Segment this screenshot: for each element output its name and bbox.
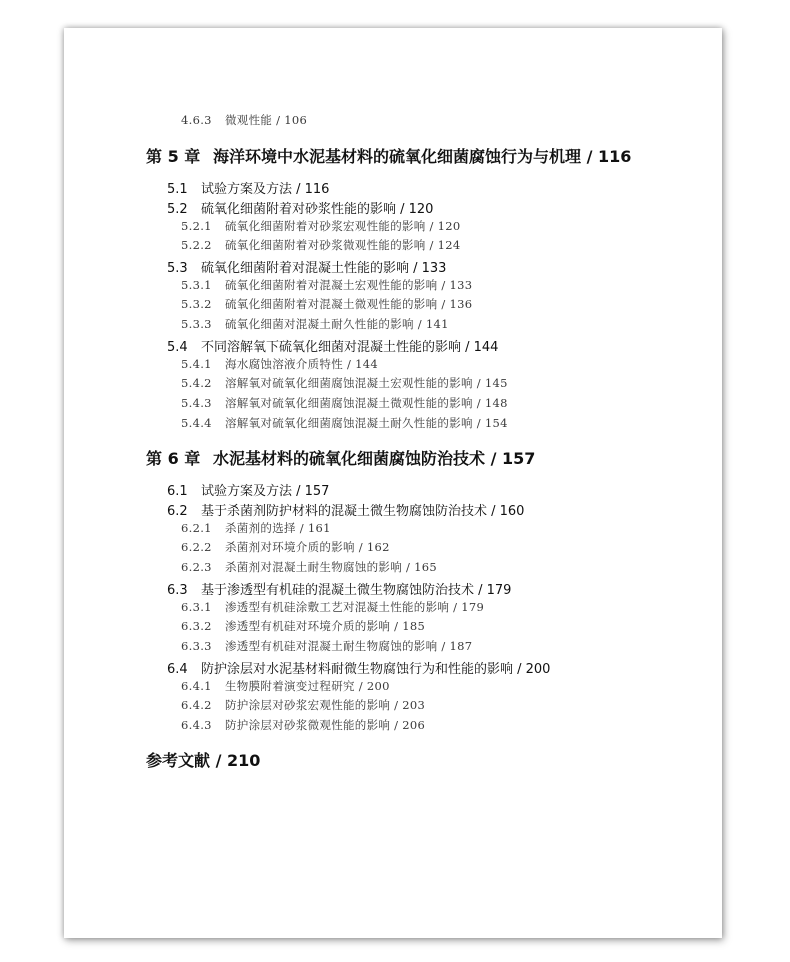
toc-entry-title: 杀菌剂对混凝土耐生物腐蚀的影响 / 165 [225, 560, 437, 574]
toc-entry-number: 6.4.1 [181, 679, 212, 693]
table-of-contents [64, 28, 722, 938]
toc-entry-number: 5.3 [167, 261, 188, 276]
toc-subsection-entry [181, 356, 378, 372]
toc-subsection-entry [181, 697, 425, 713]
toc-entry-number: 5.1 [167, 182, 188, 197]
toc-subsection-entry [181, 599, 484, 615]
toc-entry-number: 6.1 [167, 484, 188, 499]
toc-entry-title: 基于渗透型有机硅的混凝土微生物腐蚀防治技术 / 179 [201, 583, 512, 598]
toc-entry-title: 杀菌剂对环境介质的影响 / 162 [225, 540, 390, 554]
toc-subsection-entry [181, 112, 307, 128]
toc-entry-number: 5.4.4 [181, 416, 212, 430]
toc-entry-number: 6.3.3 [181, 639, 212, 653]
toc-entry-number: 6.3 [167, 583, 188, 598]
toc-subsection-entry [181, 395, 508, 411]
toc-subsection-entry [181, 415, 508, 431]
toc-subsection-entry [181, 218, 461, 234]
toc-entry-number: 5.4.3 [181, 396, 212, 410]
toc-entry-title: 硫氧化细菌附着对砂浆微观性能的影响 / 124 [225, 238, 461, 252]
toc-section-entry [167, 198, 433, 217]
toc-section-entry [167, 178, 329, 197]
toc-entry-title: 生物膜附着演变过程研究 / 200 [225, 679, 390, 693]
toc-subsection-entry [181, 520, 331, 536]
toc-entry-title: 渗透型有机硅对环境介质的影响 / 185 [225, 619, 426, 633]
toc-chapter-entry [146, 748, 260, 771]
toc-subsection-entry [181, 678, 390, 694]
toc-entry-number: 第 6 章 [146, 449, 201, 468]
toc-entry-title: 参考文献 / 210 [146, 751, 261, 770]
toc-entry-number: 6.2.3 [181, 560, 212, 574]
toc-entry-title: 基于杀菌剂防护材料的混凝土微生物腐蚀防治技术 / 160 [201, 504, 525, 519]
toc-entry-title: 防护涂层对水泥基材料耐微生物腐蚀行为和性能的影响 / 200 [201, 662, 551, 677]
toc-section-entry [167, 480, 329, 499]
toc-entry-number: 第 5 章 [146, 147, 201, 166]
toc-entry-number: 6.3.1 [181, 600, 212, 614]
toc-entry-number: 5.4 [167, 340, 188, 355]
toc-entry-title: 溶解氧对硫氧化细菌腐蚀混凝土耐久性能的影响 / 154 [225, 416, 508, 430]
toc-entry-number: 5.2.1 [181, 219, 212, 233]
toc-entry-title: 硫氧化细菌附着对砂浆性能的影响 / 120 [201, 202, 434, 217]
toc-entry-title: 海洋环境中水泥基材料的硫氧化细菌腐蚀行为与机理 / 116 [213, 147, 632, 166]
toc-entry-title: 不同溶解氧下硫氧化细菌对混凝土性能的影响 / 144 [201, 340, 499, 355]
toc-entry-title: 杀菌剂的选择 / 161 [225, 521, 331, 535]
toc-subsection-entry [181, 717, 425, 733]
toc-entry-title: 溶解氧对硫氧化细菌腐蚀混凝土微观性能的影响 / 148 [225, 396, 508, 410]
toc-entry-number: 4.6.3 [181, 113, 212, 127]
toc-subsection-entry [181, 618, 425, 634]
toc-entry-number: 6.4.3 [181, 718, 212, 732]
toc-entry-number: 5.3.2 [181, 297, 212, 311]
toc-section-entry [167, 257, 446, 276]
toc-chapter-entry [146, 446, 535, 469]
toc-section-entry [167, 500, 524, 519]
document-page [64, 28, 722, 938]
toc-entry-title: 渗透型有机硅涂敷工艺对混凝土性能的影响 / 179 [225, 600, 485, 614]
toc-entry-title: 防护涂层对砂浆微观性能的影响 / 206 [225, 718, 426, 732]
toc-subsection-entry [181, 559, 437, 575]
toc-entry-title: 水泥基材料的硫氧化细菌腐蚀防治技术 / 157 [213, 449, 536, 468]
toc-entry-title: 海水腐蚀溶液介质特性 / 144 [225, 357, 378, 371]
toc-entry-number: 6.2.2 [181, 540, 212, 554]
toc-subsection-entry [181, 316, 449, 332]
toc-entry-title: 防护涂层对砂浆宏观性能的影响 / 203 [225, 698, 426, 712]
toc-entry-title: 硫氧化细菌附着对混凝土微观性能的影响 / 136 [225, 297, 473, 311]
toc-entry-number: 6.4 [167, 662, 188, 677]
toc-subsection-entry [181, 277, 472, 293]
toc-entry-number: 5.3.3 [181, 317, 212, 331]
toc-entry-title: 溶解氧对硫氧化细菌腐蚀混凝土宏观性能的影响 / 145 [225, 376, 508, 390]
toc-entry-title: 硫氧化细菌对混凝土耐久性能的影响 / 141 [225, 317, 449, 331]
toc-subsection-entry [181, 296, 472, 312]
toc-subsection-entry [181, 638, 472, 654]
toc-entry-title: 硫氧化细菌附着对混凝土性能的影响 / 133 [201, 261, 447, 276]
toc-entry-number: 6.4.2 [181, 698, 212, 712]
toc-entry-title: 硫氧化细菌附着对砂浆宏观性能的影响 / 120 [225, 219, 461, 233]
toc-subsection-entry [181, 375, 508, 391]
toc-entry-title: 试验方案及方法 / 157 [201, 484, 330, 499]
toc-section-entry [167, 579, 511, 598]
toc-entry-number: 6.2 [167, 504, 188, 519]
toc-entry-title: 硫氧化细菌附着对混凝土宏观性能的影响 / 133 [225, 278, 473, 292]
toc-subsection-entry [181, 237, 461, 253]
toc-subsection-entry [181, 539, 390, 555]
toc-entry-number: 5.4.2 [181, 376, 212, 390]
toc-entry-number: 5.3.1 [181, 278, 212, 292]
toc-entry-number: 5.2.2 [181, 238, 212, 252]
toc-entry-number: 6.3.2 [181, 619, 212, 633]
toc-entry-title: 微观性能 / 106 [225, 113, 308, 127]
toc-entry-title: 渗透型有机硅对混凝土耐生物腐蚀的影响 / 187 [225, 639, 473, 653]
toc-entry-title: 试验方案及方法 / 116 [201, 182, 330, 197]
toc-chapter-entry [146, 144, 631, 167]
toc-entry-number: 5.4.1 [181, 357, 212, 371]
toc-section-entry [167, 336, 498, 355]
toc-entry-number: 5.2 [167, 202, 188, 217]
toc-section-entry [167, 658, 550, 677]
toc-entry-number: 6.2.1 [181, 521, 212, 535]
